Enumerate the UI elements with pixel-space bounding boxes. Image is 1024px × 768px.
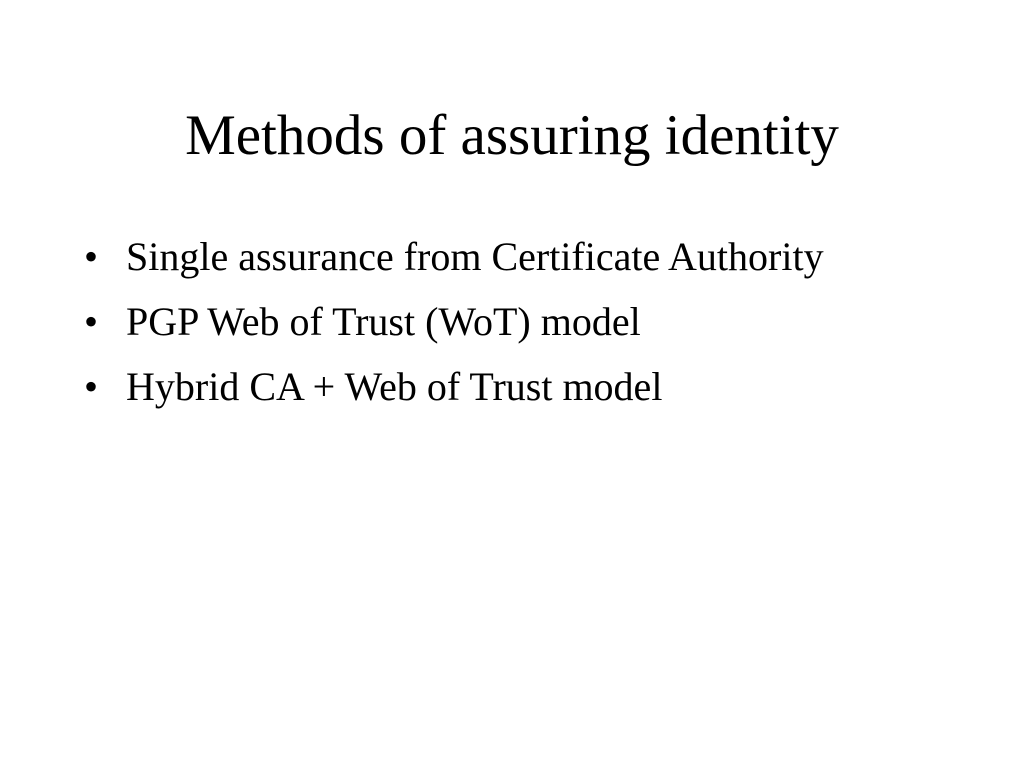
bullet-icon: • xyxy=(84,299,99,344)
bullet-icon: • xyxy=(84,234,99,279)
list-item xyxy=(84,360,824,414)
list-item xyxy=(84,295,824,349)
list-item xyxy=(84,230,824,284)
bullet-text: PGP Web of Trust (WoT) model xyxy=(126,299,641,344)
bullet-icon: • xyxy=(84,364,99,409)
bullet-list xyxy=(84,230,824,425)
bullet-text: Single assurance from Certificate Authority xyxy=(126,234,824,279)
bullet-text: Hybrid CA + Web of Trust model xyxy=(126,364,663,409)
slide-title: Methods of assuring identity xyxy=(185,104,839,167)
